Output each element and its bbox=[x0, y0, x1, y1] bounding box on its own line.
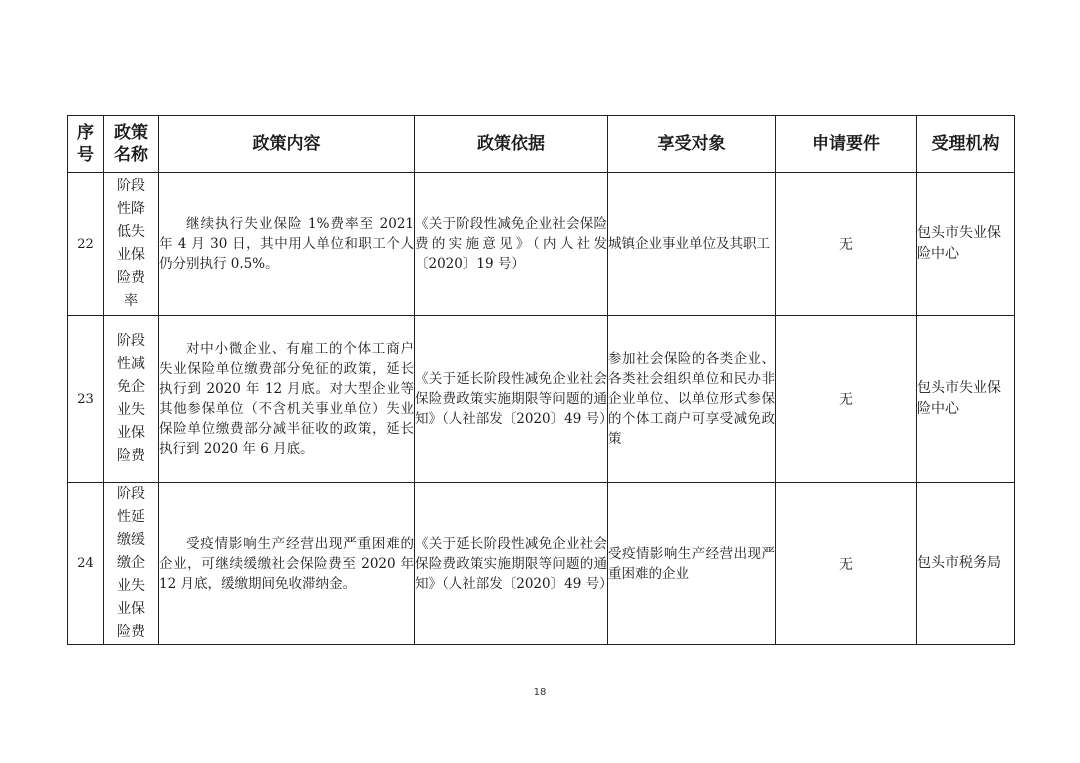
row-beneficiary-text: 城镇企业事业单位及其职工 bbox=[608, 236, 770, 252]
row-policy-basis bbox=[415, 483, 613, 645]
table-row bbox=[68, 173, 1015, 316]
row-policy-content bbox=[159, 173, 415, 316]
table-row bbox=[68, 316, 1015, 483]
row-policy-name-text: 阶段 性减 免企 业失 业保 险费 bbox=[117, 333, 145, 464]
row-policy-basis bbox=[415, 173, 608, 316]
row-beneficiary bbox=[608, 173, 776, 316]
row-beneficiary-text: 参加社会保险的各类企业、各类社会组织单位和民办非企业单位、以单位形式参保的个体工商户可享受减免政策 bbox=[608, 351, 775, 447]
row-policy-name bbox=[104, 483, 159, 645]
row-requirements: 无 bbox=[776, 316, 917, 483]
row-requirements: 无 bbox=[776, 173, 917, 316]
row-agency: 包头市失业保险中心 bbox=[917, 316, 1015, 483]
page-number: 18 bbox=[533, 687, 547, 698]
row-requirements: 无 bbox=[776, 483, 917, 645]
row-beneficiary bbox=[608, 483, 776, 645]
row-policy-basis-text: 《关于延长阶段性减免企业社会保险费政策实施期限等问题的通知》（人社部发〔2020〕49 号） bbox=[415, 535, 613, 592]
row-policy-basis-text: 《关于延长阶段性减免企业社会保险费政策实施期限等问题的通知》（人社部发〔2020〕49 号） bbox=[415, 371, 613, 427]
row-policy-name bbox=[104, 173, 159, 316]
header-beneficiary: 享受对象 bbox=[608, 116, 776, 173]
row-policy-content bbox=[159, 316, 415, 483]
row-policy-name-text: 阶段 性降 低失 业保 险费 率 bbox=[117, 178, 145, 309]
row-beneficiary-text: 受疫情影响生产经营出现严重困难的企业 bbox=[608, 545, 775, 582]
row-seq: 24 bbox=[68, 483, 104, 645]
header-handling-agency: 受理机构 bbox=[917, 116, 1015, 173]
header-policy-basis: 政策依据 bbox=[415, 116, 608, 173]
row-seq: 23 bbox=[68, 316, 104, 483]
row-seq: 22 bbox=[68, 173, 104, 316]
row-beneficiary bbox=[608, 316, 776, 483]
row-policy-basis bbox=[415, 316, 613, 483]
row-policy-basis-text: 《关于阶段性减免企业社会保险费的实施意见》（内人社发〔2020〕19 号） bbox=[415, 216, 607, 272]
table-row bbox=[68, 483, 1015, 645]
header-policy-name: 政策 名称 bbox=[104, 116, 159, 173]
row-agency: 包头市税务局 bbox=[917, 483, 1015, 645]
row-policy-name bbox=[104, 316, 159, 483]
row-policy-content-text: 受疫情影响生产经营出现严重困难的企业，可继续缓缴社会保险费至 2020 年 12 月底，缓缴期间免收滞纳金。 bbox=[159, 535, 414, 592]
row-policy-content bbox=[159, 483, 415, 645]
policy-table bbox=[67, 115, 1015, 645]
header-seq: 序 号 bbox=[68, 116, 104, 173]
header-policy-content: 政策内容 bbox=[159, 116, 415, 173]
row-policy-name-text: 阶段 性延 缴缓 缴企 业失 业保 险费 bbox=[117, 486, 145, 640]
table-header-row bbox=[68, 116, 1015, 173]
row-policy-content-text: 继续执行失业保险 1%费率至 2021 年 4 月 30 日，其中用人单位和职工个人仍分别执行 0.5%。 bbox=[159, 216, 414, 272]
row-agency: 包头市失业保险中心 bbox=[917, 173, 1015, 316]
row-policy-content-text: 对中小微企业、有雇工的个体工商户失业保险单位缴费部分免征的政策，延长执行到 2020 年 12 月底。对大型企业等其他参保单位（不含机关事业单位）失业保险单位缴费部分减半征收的政策，延长执行到 2020 年 6 月底。 bbox=[159, 341, 414, 457]
header-application-requirements: 申请要件 bbox=[776, 116, 917, 173]
